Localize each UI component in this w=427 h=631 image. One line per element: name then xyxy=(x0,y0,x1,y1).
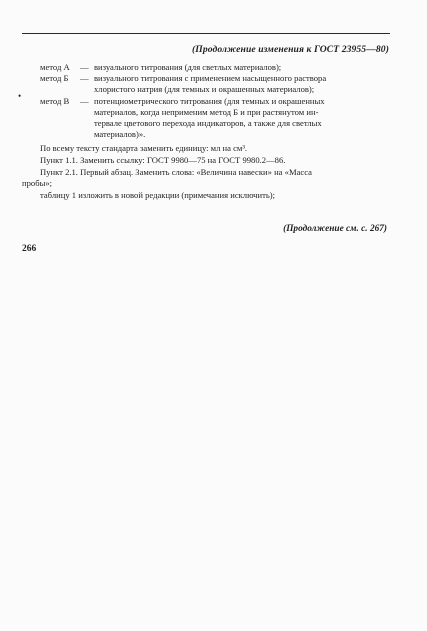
top-rule xyxy=(22,33,390,34)
method-v-dash: — xyxy=(80,96,89,106)
margin-bullet: • xyxy=(18,91,22,101)
page-header: (Продолжение изменения к ГОСТ 23955—80) xyxy=(192,44,389,55)
method-b-line-1: визуального титрования с применением насыщенного раствора xyxy=(94,73,327,83)
paragraph-units: По всему тексту стандарта заменить единицу: мл на см³. xyxy=(40,143,248,153)
method-a-line-1: визуального титрования (для светлых материалов); xyxy=(94,62,282,72)
paragraph-clause-2-1-cont: пробы»; xyxy=(22,178,53,188)
method-b-line-2: хлористого натрия (для темных и окрашенных материалов); xyxy=(94,84,315,94)
method-b-label: метод Б xyxy=(40,73,69,83)
method-a-label: метод А xyxy=(40,62,70,72)
method-a-dash: — xyxy=(80,62,89,72)
method-v-line-4: материалов)». xyxy=(94,129,146,139)
method-v-line-1: потенциометрического титрования (для темных и окрашенных xyxy=(94,96,325,106)
paragraph-table-1: таблицу 1 изложить в новой редакции (примечания исключить); xyxy=(40,190,276,200)
continuation-note: (Продолжение см. с. 267) xyxy=(283,224,387,234)
method-b-dash: — xyxy=(80,73,89,83)
method-v-line-2: материалов, когда неприменим метод Б и при растянутом ин- xyxy=(94,107,319,117)
page-number: 266 xyxy=(22,244,37,254)
paragraph-clause-2-1: Пункт 2.1. Первый абзац. Заменить слова: «Величина навески» на «Масса xyxy=(40,167,312,177)
method-v-label: метод В xyxy=(40,96,70,106)
method-v-line-3: тервале цветового перехода индикаторов, а также для светлых xyxy=(94,118,322,128)
paragraph-clause-1-1: Пункт 1.1. Заменить ссылку: ГОСТ 9980—75 на ГОСТ 9980.2—86. xyxy=(40,155,286,165)
